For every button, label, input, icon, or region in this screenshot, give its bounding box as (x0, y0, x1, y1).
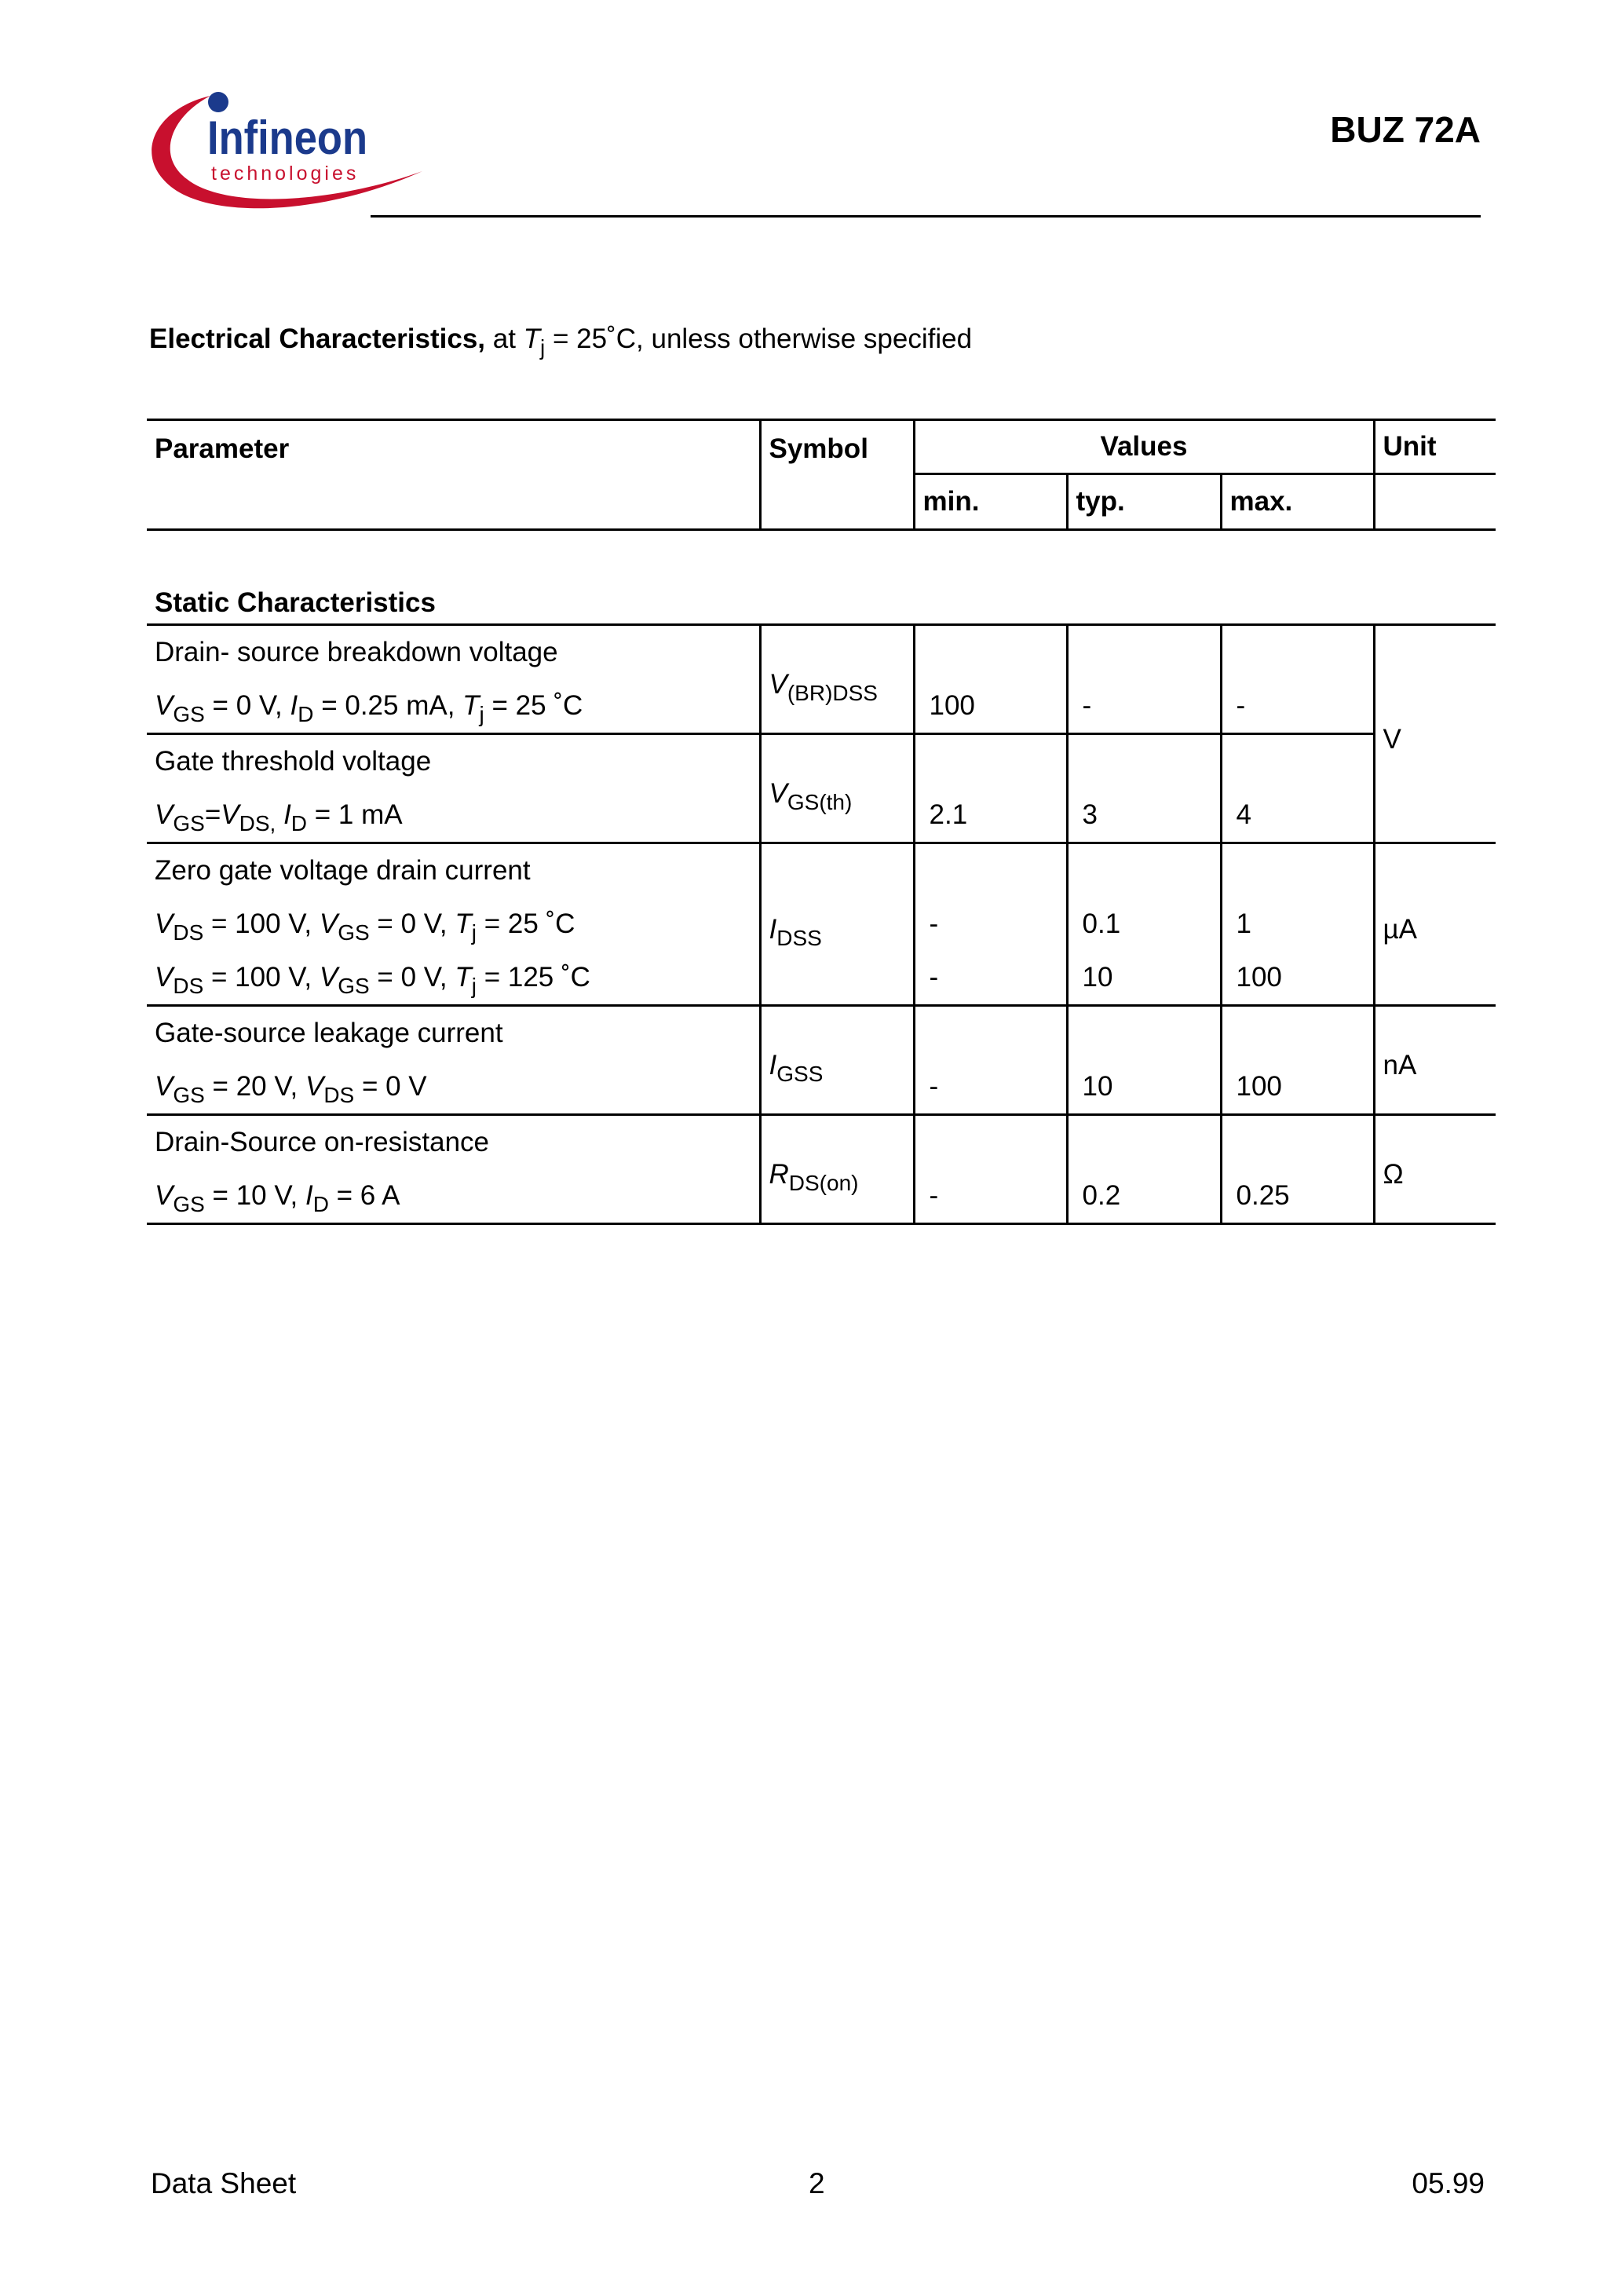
value-typ: 0.2 (1067, 1169, 1221, 1224)
condition-text: = 6 A (328, 1180, 400, 1211)
condition-sub: D (312, 1192, 329, 1216)
parameter-name: Drain-Source on-resistance (147, 1115, 760, 1170)
value-typ: 0.1 (1067, 898, 1221, 951)
condition-sub: j (471, 920, 477, 945)
condition-var: V (155, 909, 174, 939)
condition-var: I (283, 799, 291, 830)
value-min: 100 (914, 679, 1067, 734)
condition-text: = 0 V, (369, 962, 455, 993)
intro-at: at (485, 324, 524, 354)
condition-var: V (155, 1071, 174, 1102)
table-row (147, 625, 1496, 680)
value-min: - (914, 1169, 1067, 1224)
unit-cell: V (1374, 625, 1496, 843)
intro-t-sub: j (540, 335, 546, 360)
logo-dot (208, 92, 228, 112)
value-max: 100 (1221, 1060, 1374, 1115)
header-typ: typ. (1067, 474, 1221, 530)
condition-text: = 0 V, (204, 690, 290, 721)
intro-line (149, 324, 973, 360)
symbol-cell (760, 843, 914, 1006)
value-min: - (914, 1060, 1067, 1115)
condition-var: V (221, 799, 239, 830)
condition-var: I (290, 690, 298, 721)
condition-sub: j (471, 974, 477, 998)
condition-sub: GS (173, 702, 205, 726)
unit-cell: nA (1374, 1006, 1496, 1115)
symbol-sub: (BR)DSS (787, 681, 878, 705)
condition-var: V (305, 1071, 324, 1102)
condition-var: V (155, 690, 174, 721)
footer-page-number: 2 (809, 2167, 825, 2199)
condition-sub: D (298, 702, 314, 726)
condition-text: = 100 V, (203, 909, 320, 939)
value-min: 2.1 (914, 788, 1067, 843)
condition-text: = 125 ˚C (476, 962, 590, 993)
parameter-name: Zero gate voltage drain current (147, 843, 760, 898)
footer-doc-type: Data Sheet (151, 2167, 297, 2199)
condition-var: T (455, 962, 472, 993)
symbol-main: V (769, 778, 787, 809)
value-max: 100 (1221, 951, 1374, 1006)
header-max: max. (1221, 474, 1374, 530)
unit-cell: µA (1374, 843, 1496, 1006)
infineon-logo (140, 85, 430, 218)
intro-title: Electrical Characteristics, (149, 324, 486, 354)
parameter-name: Gate-source leakage current (147, 1006, 760, 1061)
symbol-sub: GSS (776, 1062, 824, 1086)
condition-sub: DS (173, 920, 204, 945)
value-max (1221, 1006, 1374, 1061)
intro-condition: = 25˚C, unless otherwise specified (545, 324, 973, 354)
value-typ (1067, 1115, 1221, 1170)
characteristics-table (147, 419, 1496, 1225)
header-rule (371, 215, 1481, 218)
condition-sub: GS (173, 811, 205, 835)
condition-var: V (155, 799, 174, 830)
condition-sub: D (290, 811, 308, 835)
symbol-cell (760, 1115, 914, 1224)
condition-text: = 100 V, (203, 962, 320, 993)
condition-sub: DS (323, 1083, 355, 1107)
symbol-main: I (769, 1050, 777, 1080)
condition-text: = 0 V, (369, 909, 455, 939)
symbol-sub: GS(th) (787, 790, 853, 814)
unit-cell: Ω (1374, 1115, 1496, 1224)
symbol-main: V (769, 669, 787, 700)
table-row (147, 1115, 1496, 1170)
condition-sub: GS (338, 920, 370, 945)
footer-date: 05.99 (1412, 2167, 1485, 2199)
condition-text: = 0.25 mA, (313, 690, 463, 721)
table-row (147, 843, 1496, 898)
symbol-sub: DS(on) (788, 1171, 859, 1195)
condition-var: I (305, 1180, 313, 1211)
header-values: Values (914, 420, 1374, 474)
section-title: Static Characteristics (155, 587, 436, 618)
table-row (147, 1006, 1496, 1061)
header-min: min. (914, 474, 1067, 530)
header-unit: Unit (1374, 420, 1496, 474)
parameter-condition (147, 679, 760, 734)
value-max (1221, 734, 1374, 789)
value-typ (1067, 843, 1221, 898)
condition-var: V (155, 962, 174, 993)
value-typ: - (1067, 679, 1221, 734)
parameter-condition (147, 1060, 760, 1115)
value-max (1221, 843, 1374, 898)
parameter-condition (147, 1169, 760, 1224)
symbol-cell (760, 625, 914, 734)
intro-t: T (523, 324, 541, 354)
part-number: BUZ 72A (1330, 109, 1481, 150)
parameter-condition (147, 788, 760, 843)
condition-text: = 0 V (354, 1071, 427, 1102)
parameter-name: Gate threshold voltage (147, 734, 760, 789)
value-min (914, 625, 1067, 680)
table-row (147, 734, 1496, 789)
condition-text: = 10 V, (204, 1180, 305, 1211)
value-max: 4 (1221, 788, 1374, 843)
condition-text: = 25 ˚C (476, 909, 575, 939)
condition-sub: j (479, 702, 484, 726)
value-min (914, 734, 1067, 789)
value-typ: 10 (1067, 1060, 1221, 1115)
condition-text (276, 799, 283, 830)
condition-var: V (319, 962, 338, 993)
condition-var: T (455, 909, 472, 939)
value-typ (1067, 625, 1221, 680)
condition-text: = 1 mA (307, 799, 403, 830)
value-max: - (1221, 679, 1374, 734)
logo-tagline: technologies (211, 163, 360, 185)
parameter-name: Drain- source breakdown voltage (147, 625, 760, 680)
value-max: 1 (1221, 898, 1374, 951)
value-min: - (914, 898, 1067, 951)
value-min (914, 1115, 1067, 1170)
condition-sub: GS (338, 974, 370, 998)
logo-brand: Infineon (207, 112, 367, 164)
value-typ (1067, 734, 1221, 789)
value-typ: 3 (1067, 788, 1221, 843)
header-symbol: Symbol (760, 420, 914, 530)
condition-sub: DS (173, 974, 204, 998)
condition-var: V (319, 909, 338, 939)
condition-sub: GS (173, 1083, 205, 1107)
condition-text: = 25 ˚C (484, 690, 583, 721)
parameter-condition (147, 898, 760, 951)
parameter-condition (147, 951, 760, 1006)
value-max (1221, 1115, 1374, 1170)
symbol-sub: DSS (776, 926, 822, 950)
value-typ: 10 (1067, 951, 1221, 1006)
symbol-main: I (769, 914, 777, 945)
symbol-cell (760, 1006, 914, 1115)
value-min: - (914, 951, 1067, 1006)
value-min (914, 1006, 1067, 1061)
condition-var: T (462, 690, 480, 721)
value-max: 0.25 (1221, 1169, 1374, 1224)
condition-text: = (204, 799, 221, 830)
value-typ (1067, 1006, 1221, 1061)
symbol-main: R (769, 1159, 789, 1190)
condition-var: V (155, 1180, 174, 1211)
condition-text: = 20 V, (204, 1071, 305, 1102)
condition-sub: GS (173, 1192, 205, 1216)
symbol-cell (760, 734, 914, 843)
header-parameter: Parameter (147, 420, 760, 530)
value-max (1221, 625, 1374, 680)
value-min (914, 843, 1067, 898)
condition-sub: DS, (239, 811, 276, 835)
